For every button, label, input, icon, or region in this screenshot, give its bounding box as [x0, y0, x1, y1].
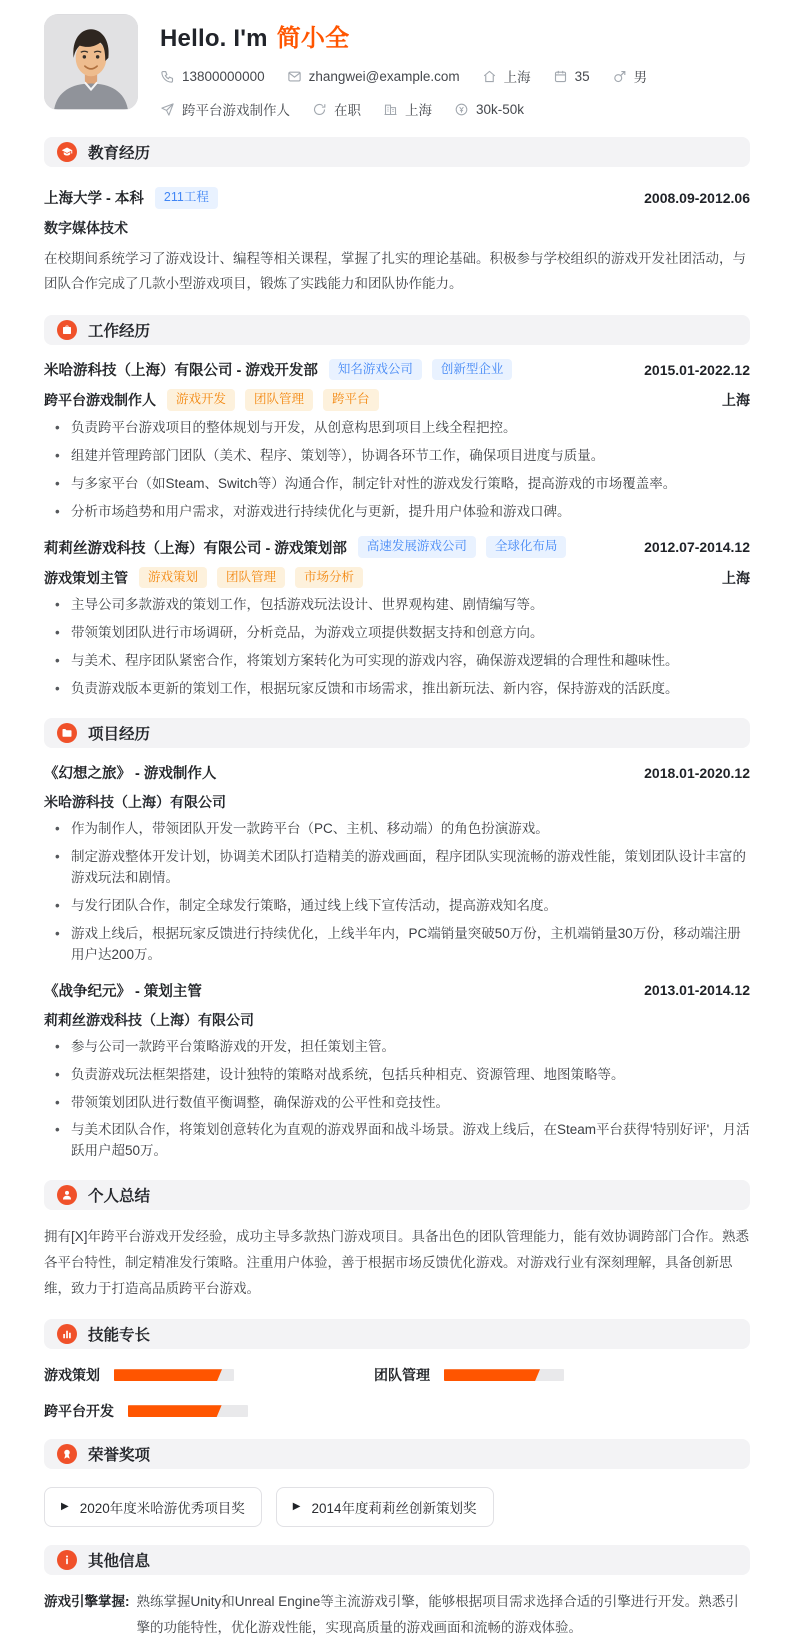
contact-item	[160, 69, 265, 84]
age-icon	[553, 69, 568, 84]
expand-arrow-icon: ▶	[61, 1501, 69, 1513]
briefcase-icon	[57, 320, 77, 340]
project-title: 《幻想之旅》 - 游戏制作人	[44, 766, 217, 783]
company-tags	[329, 359, 513, 381]
section-header-education	[44, 137, 750, 167]
section-header-honors	[44, 1439, 750, 1469]
work-bullet: • 负责游戏版本更新的策划工作，根据玩家反馈和市场需求，推出新玩法、新内容，保持游戏的活跃度。	[44, 679, 750, 700]
major-name: 数字媒体技术	[44, 219, 128, 236]
honor-label: 2020年度米哈游优秀项目奖	[79, 1501, 245, 1517]
project-date: 2013.01-2014.12	[644, 982, 750, 999]
company-tag: 高速发展游戏公司	[358, 536, 476, 558]
school-tag: 211工程	[155, 187, 218, 209]
contact-value: 上海	[503, 70, 531, 85]
avatar	[44, 14, 138, 110]
city-icon	[383, 102, 398, 117]
section-title: 技能专长	[88, 1327, 151, 1345]
project-bullet: • 游戏上线后，根据玩家反馈进行持续优化，上线半年内，PC端销量突破50万份，主机端销量30万份，移动端注册用户达200万。	[44, 924, 750, 966]
work-location: 上海	[722, 569, 750, 586]
other-info-label: 游戏引擎掌握:	[44, 1594, 130, 1610]
work-bullet: • 分析市场趋势和用户需求，对游戏进行持续优化与更新，提升用户体验和游戏口碑。	[44, 502, 750, 523]
other-info-row	[44, 1589, 750, 1640]
work-date: 2015.01-2022.12	[644, 361, 750, 378]
skill-item	[44, 1365, 374, 1385]
project-entry	[44, 762, 750, 966]
position-title: 跨平台游戏制作人	[44, 392, 156, 409]
section-title: 个人总结	[88, 1188, 151, 1206]
contact-row-2	[160, 99, 647, 119]
skill-item	[44, 1401, 374, 1421]
project-entries	[44, 762, 750, 1162]
other-info-section	[44, 1545, 750, 1640]
summary-section	[44, 1180, 750, 1301]
graduation-cap-icon	[57, 142, 77, 162]
honor-list	[44, 1487, 750, 1527]
profile-header	[44, 14, 750, 119]
honor-label: 2014年度莉莉丝创新策划奖	[311, 1501, 477, 1517]
contact-item	[454, 102, 524, 117]
contact-value: 上海	[405, 103, 432, 118]
education-date: 2008.09-2012.06	[644, 189, 750, 206]
skill-name: 游戏策划	[44, 1367, 100, 1384]
salary-icon	[454, 102, 469, 117]
work-bullet: • 与美术、程序团队紧密合作，将策划方案转化为可实现的游戏内容，确保游戏逻辑的合理性和趣味性。	[44, 651, 750, 672]
section-header-work	[44, 315, 750, 345]
contact-value: zhangwei@example.com	[308, 68, 460, 84]
education-entry	[44, 187, 750, 297]
work-bullet: • 与多家平台（如Steam、Switch等）沟通合作，制定针对性的游戏发行策略，提高游戏的市场覆盖率。	[44, 474, 750, 495]
job-title-icon	[160, 102, 175, 117]
honor-pill[interactable]	[44, 1487, 262, 1527]
contact-item	[287, 69, 460, 84]
project-bullet: • 负责游戏玩法框架搭建，设计独特的策略对战系统，包括兵种相克、资源管理、地图策略等。	[44, 1065, 750, 1086]
position-tag: 游戏开发	[167, 389, 235, 411]
position-tag: 游戏策划	[139, 567, 207, 589]
contact-item	[553, 69, 590, 84]
bar-chart-icon	[57, 1324, 77, 1344]
skill-bar	[128, 1405, 248, 1417]
contact-item	[383, 99, 432, 119]
skill-bar	[444, 1369, 564, 1381]
work-bullet: • 带领策划团队进行市场调研，分析竞品，为游戏立项提供数据支持和创意方向。	[44, 623, 750, 644]
skill-bar-fill	[444, 1369, 540, 1381]
honor-pill[interactable]	[276, 1487, 494, 1527]
section-header-summary	[44, 1180, 750, 1210]
status-icon	[312, 102, 327, 117]
position-tag: 跨平台	[323, 389, 379, 411]
section-header-projects	[44, 718, 750, 748]
gender-icon	[612, 69, 627, 84]
contact-item	[482, 66, 531, 86]
work-bullets	[44, 418, 750, 523]
work-bullet: • 负责跨平台游戏项目的整体规划与开发，从创意构思到项目上线全程把控。	[44, 418, 750, 439]
project-bullet: • 与美术团队合作，将策划创意转化为直观的游戏界面和战斗场景。游戏上线后，在Steam平台获得'特别好评'，月活跃用户超50万。	[44, 1120, 750, 1162]
project-company: 米哈游科技（上海）有限公司	[44, 794, 226, 811]
work-bullet: • 组建并管理跨部门团队（美术、程序、策划等），协调各环节工作，确保项目进度与质量。	[44, 446, 750, 467]
contact-item	[160, 99, 290, 119]
section-title: 项目经历	[88, 726, 151, 744]
work-entry	[44, 536, 750, 700]
phone-icon	[160, 69, 175, 84]
project-bullet: • 参与公司一款跨平台策略游戏的开发，担任策划主管。	[44, 1037, 750, 1058]
project-date: 2018.01-2020.12	[644, 764, 750, 781]
contact-value: 跨平台游戏制作人	[182, 103, 290, 118]
contact-value: 13800000000	[182, 68, 265, 84]
skill-name: 跨平台开发	[44, 1403, 114, 1420]
section-title: 工作经历	[88, 322, 151, 340]
mail-icon	[287, 69, 302, 84]
greeting-text: Hello. I'm	[160, 25, 268, 52]
contact-item	[312, 99, 361, 119]
section-header-other	[44, 1545, 750, 1575]
page-title	[160, 18, 647, 53]
school-tags	[155, 187, 218, 209]
contact-value: 男	[633, 70, 648, 85]
other-info-text: 熟练掌握Unity和Unreal Engine等主流游戏引擎，能够根据项目需求选择合适的引擎进行开发。熟悉引擎的功能特性，优化游戏性能，实现高质量的游戏画面和流畅的游戏体验。	[136, 1594, 739, 1635]
company-tags	[358, 536, 567, 558]
section-header-skills	[44, 1319, 750, 1349]
skill-item	[374, 1365, 564, 1385]
work-bullet: • 主导公司多款游戏的策划工作，包括游戏玩法设计、世界观构建、剧情编写等。	[44, 595, 750, 616]
medal-icon	[57, 1444, 77, 1464]
work-bullets	[44, 595, 750, 700]
contact-value: 30k-50k	[476, 101, 525, 117]
work-section	[44, 315, 750, 700]
summary-text: 拥有[X]年跨平台游戏开发经验，成功主导多款热门游戏项目。具备出色的团队管理能力，能有效协调跨部门合作。熟悉各平台特性，制定精准发行策略。注重用户体验，善于根据市场反馈优化游戏。对游戏行业有深刻理解，具备创新思维，致力于打造高品质跨平台游戏。	[44, 1229, 750, 1296]
position-title: 游戏策划主管	[44, 569, 128, 586]
project-company: 莉莉丝游戏科技（上海）有限公司	[44, 1011, 254, 1028]
work-location: 上海	[722, 392, 750, 409]
contact-row-1	[160, 66, 647, 86]
section-title: 荣誉奖项	[88, 1447, 151, 1465]
company-tag: 知名游戏公司	[329, 359, 422, 381]
home-icon	[482, 69, 497, 84]
skills-grid	[44, 1365, 750, 1421]
project-bullet: • 制定游戏整体开发计划，协调美术团队打造精美的游戏画面，程序团队实现流畅的游戏性能，策划团队设计丰富的游戏玩法和剧情。	[44, 847, 750, 889]
company-name: 莉莉丝游戏科技（上海）有限公司 - 游戏策划部	[44, 540, 347, 557]
candidate-name: 简小全	[276, 25, 350, 52]
folder-icon	[57, 723, 77, 743]
skill-bar-fill	[114, 1369, 222, 1381]
skill-bar	[114, 1369, 234, 1381]
projects-section	[44, 718, 750, 1162]
section-title: 教育经历	[88, 145, 151, 162]
position-tag: 团队管理	[217, 567, 285, 589]
contact-value: 在职	[334, 103, 361, 118]
skill-bar-fill	[128, 1405, 222, 1417]
project-entry	[44, 980, 750, 1163]
position-tag: 团队管理	[245, 389, 313, 411]
expand-arrow-icon: ▶	[292, 1501, 301, 1513]
project-bullet: • 作为制作人，带领团队开发一款跨平台（PC、主机、移动端）的角色扮演游戏。	[44, 819, 750, 840]
project-bullet: • 与发行团队合作，制定全球发行策略，通过线上线下宣传活动，提高游戏知名度。	[44, 896, 750, 917]
contact-item	[612, 66, 648, 86]
project-title: 《战争纪元》 - 策划主管	[44, 983, 202, 1000]
skills-section	[44, 1319, 750, 1421]
honors-section	[44, 1439, 750, 1527]
project-bullets	[44, 819, 750, 966]
project-bullet: • 带领策划团队进行数值平衡调整，确保游戏的公平性和竞技性。	[44, 1093, 750, 1114]
contact-value: 35	[574, 68, 590, 84]
section-title: 其他信息	[88, 1553, 151, 1571]
work-entries	[44, 359, 750, 700]
company-tag: 创新型企业	[432, 359, 513, 381]
position-tag: 市场分析	[295, 567, 363, 589]
profile-info	[160, 14, 647, 119]
skill-name: 团队管理	[374, 1367, 430, 1384]
work-entry	[44, 359, 750, 523]
education-description: 在校期间系统学习了游戏设计、编程等相关课程，掌握了扎实的理论基础。积极参与学校组织的游戏开发社团活动，与团队合作完成了几款小型游戏项目，锻炼了实践能力和团队协作能力。	[44, 250, 746, 292]
position-tags	[167, 389, 379, 411]
position-tags	[139, 567, 363, 589]
work-date: 2012.07-2014.12	[644, 539, 750, 556]
school-name: 上海大学 - 本科	[44, 191, 144, 208]
info-icon	[57, 1550, 77, 1570]
avatar-photo	[44, 14, 138, 110]
company-name: 米哈游科技（上海）有限公司 - 游戏开发部	[44, 363, 318, 380]
person-icon	[57, 1185, 77, 1205]
project-bullets	[44, 1037, 750, 1163]
education-section	[44, 137, 750, 297]
company-tag: 全球化布局	[486, 536, 567, 558]
